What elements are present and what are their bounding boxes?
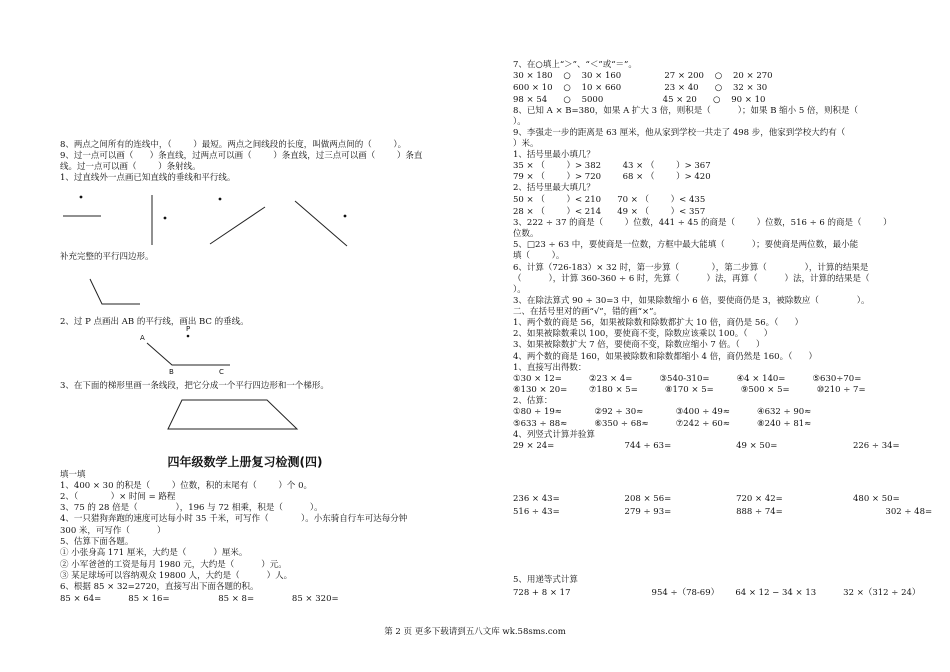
question-vertical-calc-row-3: 516 ÷ 43= 279 ÷ 93= 888 ÷ 74= 302 ÷ 48=: [513, 507, 933, 517]
question-75x28: 3、75 的 28 倍是（ ），196 与 72 相乘，积是（ ）。: [60, 503, 323, 513]
figure-point: [219, 198, 222, 201]
question-estimate-height: ① 小张身高 171 厘米，大约是（ ）厘米。: [60, 548, 248, 558]
section-heading-fill-in: 填一填: [60, 470, 86, 480]
figure-point: [80, 196, 83, 199]
question-direct-results-row-1: ①30 × 12= ②23 × 4= ③540-310= ④4 × 140= ⑤630÷70=: [513, 374, 862, 384]
figure-trapezoid: [165, 398, 305, 433]
question-estimate-row-1: ①80 ÷ 19≈ ②92 ÷ 30≈ ③400 ÷ 49≈ ④632 ÷ 90≈: [513, 407, 812, 417]
question-estimate-salary: ② 小军爸爸的工资是每月 1980 元，大约是（ ）元。: [60, 560, 287, 570]
question-true-false-3: 3、如果被除数扩大 7 倍，要使商不变，除数应缩小 7 倍。（ ）: [513, 340, 765, 350]
question-hound-speed-cont: 300 米，可写作（ ）: [60, 526, 166, 536]
figure-angle-lines: [147, 343, 230, 365]
instruction-complete-parallelogram: 补充完整的平行四边形。: [60, 252, 154, 262]
question-min-fill-row-1: 35 × （ ）> 382 43 × （ ）> 367: [513, 161, 711, 171]
question-vertical-calc-row-2: 236 × 43= 208 × 56= 720 × 42= 480 × 50=: [513, 494, 900, 504]
page-footer: 第 2 页 更多下载请到五八文库 wk.58sms.com: [384, 627, 566, 637]
question-quotient-digits: 3、222 ÷ 37 的商是（ ）位数，441 ÷ 45 的商是（ ）位数，516 ÷ 6 的商是（ ）: [513, 218, 892, 228]
question-products-heading: 6、根据 85 × 32=2720，直接写出下面各题的积。: [60, 582, 259, 592]
question-true-false-1: 1、两个数的商是 56，如果被除数和除数都扩大 10 倍，商仍是 56。（ ）: [513, 318, 804, 328]
page-title: 四年级数学上册复习检测(四): [167, 455, 323, 469]
question-quotient-digits-cont: 位数。: [513, 229, 539, 239]
question-box-divide: 5、□23 ÷ 63 中，要使商是一位数，方框中最大能填（ ）；要使商是两位数，最小能: [513, 240, 859, 250]
instruction-split-trapezoid: 3、在下面的梯形里画一条线段，把它分成一个平行四边形和一个梯形。: [60, 381, 329, 391]
question-lines-through-points-cont: 线。过一点可以画（ ）条射线。: [60, 162, 201, 172]
question-compare-row-2: 600 × 10 ○ 10 × 660 23 × 40 ○ 32 × 30: [513, 83, 768, 93]
question-max-fill-row-1: 50 × （ ）< 210 70 × （ ）< 435: [513, 195, 706, 205]
section-heading-direct-results: 1、直接写出得数：: [513, 363, 587, 373]
question-two-points-shortest: 8、两点之间所有的连线中，（ ）最短。两点之间线段的长度，叫做两点间的（ ）。: [60, 140, 407, 150]
figure-line-slanted: [210, 207, 265, 244]
figure-trapezoid-shape: [168, 400, 297, 429]
figure-line-slanted-2: [295, 201, 347, 246]
question-hound-speed: 4、一只猎狗奔跑的速度可达每小时 35 千米，可写作（ ）。小东骑自行车可达每分钟: [60, 514, 408, 524]
question-compare-heading: 7、在○填上“＞”、“＜”或“＝”。: [513, 60, 637, 70]
label-point-c: C: [219, 368, 224, 376]
question-distance-school-cont: ）米。: [513, 139, 539, 149]
question-estimate-row-2: ⑤633 ÷ 88≈ ⑥350 ÷ 68≈ ⑦242 ÷ 60≈ ⑧240 ÷ 81≈: [513, 419, 812, 429]
question-order-of-operations-cont: （ ），计算 360-360 ÷ 6 时，先算（ ）法，再算（ ）法，计算的结果是（: [513, 274, 870, 284]
question-vertical-calc-row-1: 29 × 24= 744 ÷ 63= 49 × 50= 226 ÷ 34=: [513, 441, 900, 451]
question-true-false-4: 4、两个数的商是 160，如果被除数和除数都缩小 4 倍，商仍然是 160。（ ）: [513, 352, 818, 362]
question-max-fill-heading: 2、括号里最大填几？: [513, 183, 595, 193]
question-product-change: 8、已知 A × B=380，如果 A 扩大 3 倍，则积是（ ）；如果 B 缩小 5 倍，则积是（: [513, 106, 858, 116]
question-estimate-heading: 5、估算下面各题。: [60, 537, 134, 547]
figure-point-p: [187, 335, 190, 338]
question-distance-school: 9、李强走一步的距离是 63 厘米，他从家到学校一共走了 498 步，他家到学校大约有（: [513, 128, 846, 138]
section-heading-vertical-calc: 4、列竖式计算并验算: [513, 430, 595, 440]
figure-lines-and-points: [55, 185, 365, 250]
figure-parallelogram-sides: [90, 279, 140, 304]
question-order-of-operations-end: ）。: [513, 285, 526, 295]
question-dividend-change: 3、在除法算式 90 ÷ 30=3 中，如果除数缩小 6 倍，要使商仍是 3，被除数应（ ）。: [513, 296, 870, 306]
figure-parallelogram-partial: [85, 277, 145, 307]
question-speed-formula: 2、（ ）× 时间 = 路程: [60, 492, 176, 502]
question-min-fill-heading: 1、括号里最小填几？: [513, 150, 595, 160]
instruction-parallel-through-p: 2、过 P 点画出 AB 的平行线，画出 BC 的垂线。: [60, 317, 249, 327]
figure-angle-abc: [135, 325, 250, 375]
question-order-of-operations: 6、计算（726-183）× 32 时，第一步算（ ），第二步算（ ），计算的结果是: [513, 263, 869, 273]
question-estimate-audience: ③ 某足球场可以容纳观众 19800 人，大约是（ ）人。: [60, 571, 293, 581]
question-box-divide-cont: 填（ ）。: [513, 251, 565, 261]
question-stepwise-calc-items: 728 + 8 × 17 954 ÷（78-69） 64 × 12 − 34 × 13 32 ×（312 ÷ 24）: [513, 588, 921, 598]
figure-point: [344, 215, 347, 218]
question-products-items: 85 × 64= 85 × 16= 85 × 8= 85 × 320=: [60, 594, 339, 604]
section-heading-estimate: 2、估算：: [513, 396, 553, 406]
label-point-p: P: [186, 325, 191, 333]
label-point-b: B: [169, 368, 174, 376]
question-product-change-cont: ）。: [513, 117, 526, 127]
instruction-draw-perpendicular-parallel: 1、过直线外一点画已知直线的垂线和平行线。: [60, 173, 236, 183]
section-heading-true-false: 二、在括号里对的画“√”，错的画“×”。: [513, 307, 662, 317]
question-true-false-2: 2、如果被除数乘以 100，要使商不变，除数应该乘以 100。（ ）: [513, 329, 773, 339]
section-heading-stepwise-calc: 5、用递等式计算: [513, 575, 578, 585]
question-lines-through-points: 9、过一点可以画（ ）条直线，过两点可以画（ ）条直线，过三点可以画（ ）条直: [60, 151, 423, 161]
question-compare-row-1: 30 × 180 ○ 30 × 160 27 × 200 ○ 20 × 270: [513, 71, 773, 81]
question-direct-results-row-2: ⑥130 × 20= ⑦180 × 5= ⑧170 × 5= ⑨500 × 5= ⑩210 ÷ 7=: [513, 385, 866, 395]
figure-point: [164, 217, 167, 220]
question-max-fill-row-2: 28 × （ ）< 214 49 × （ ）< 357: [513, 207, 706, 217]
question-compare-row-3: 98 × 54 ○ 5000 45 × 20 ○ 90 × 10: [513, 95, 766, 105]
label-point-a: A: [140, 334, 145, 342]
question-min-fill-row-2: 79 × （ ）> 720 68 × （ ）> 420: [513, 172, 711, 182]
question-400x30: 1、400 × 30 的积是（ ）位数，积的末尾有（ ）个 0。: [60, 481, 313, 491]
